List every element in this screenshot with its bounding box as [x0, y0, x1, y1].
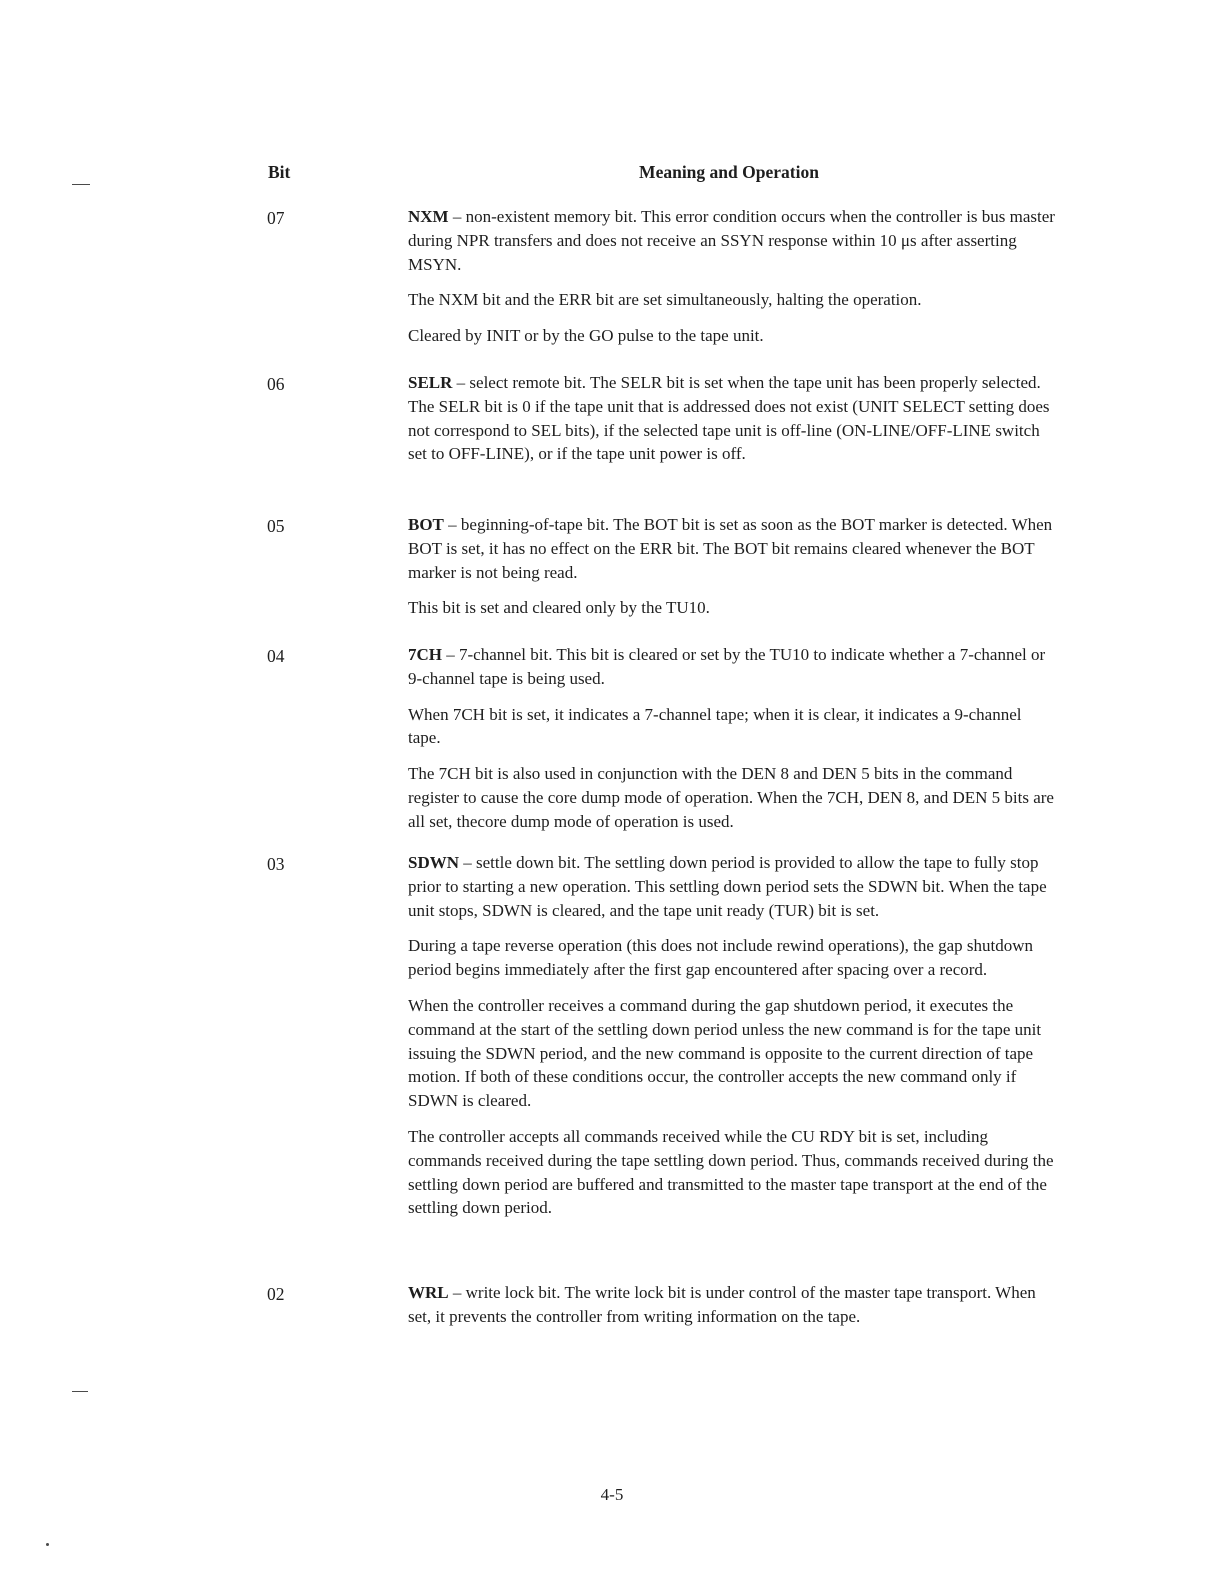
bit-description	[408, 851, 1056, 1220]
bit-description	[408, 1281, 1056, 1329]
paragraph-text: – select remote bit. The SELR bit is set when the tape unit has been properly selected. The SELR bit is 0 if the tape unit that is addressed does not exist (UNIT SELECT setting does not correspond to SEL bits), if the selected tape unit is off-line (ON-LINE/OFF-LINE switch set to OFF-LINE), or if the tape unit power is off.	[408, 373, 1050, 464]
bit-number: 06	[267, 374, 285, 394]
bit-description	[408, 643, 1056, 834]
bit-number: 07	[267, 208, 285, 228]
paragraph-text: – 7-channel bit. This bit is cleared or set by the TU10 to indicate whether a 7-channel or 9-channel tape is being used.	[408, 645, 1046, 688]
description-paragraph	[408, 851, 1056, 922]
bit-description	[408, 513, 1056, 620]
column-header-bit: Bit	[268, 162, 291, 182]
bit-mnemonic: SELR	[408, 373, 453, 392]
bit-mnemonic: WRL	[408, 1283, 449, 1302]
description-paragraph: Cleared by INIT or by the GO pulse to the tape unit.	[408, 326, 764, 346]
description-paragraph: The controller accepts all commands received while the CU RDY bit is set, including commands received during the tape settling down period. Thus, commands received during the settling down period are buffered and transmitted to the master tape transport at the end of the settling down period.	[408, 1126, 1054, 1218]
scan-mark	[72, 1391, 88, 1392]
bit-number: 02	[267, 1284, 285, 1304]
scan-mark	[72, 184, 90, 185]
page-number: 4-5	[600, 1485, 624, 1504]
paragraph-text: – beginning-of-tape bit. The BOT bit is set as soon as the BOT marker is detected. When BOT is set, it has no effect on the ERR bit. The BOT bit remains cleared whenever the BOT marker is not being read.	[408, 515, 1053, 582]
description-paragraph: This bit is set and cleared only by the TU10.	[408, 598, 710, 618]
description-paragraph: The NXM bit and the ERR bit are set simultaneously, halting the operation.	[408, 290, 922, 310]
description-paragraph	[408, 205, 1056, 276]
description-paragraph	[408, 371, 1056, 466]
bit-number: 03	[267, 854, 285, 874]
paragraph-text: – non-existent memory bit. This error condition occurs when the controller is bus master during NPR transfers and does not receive an SSYN response within 10 μs after asserting MSYN.	[408, 207, 1055, 274]
bit-number: 04	[267, 646, 285, 666]
bit-mnemonic: 7CH	[408, 645, 442, 664]
description-paragraph	[408, 513, 1056, 584]
bit-mnemonic: NXM	[408, 207, 449, 226]
bit-description	[408, 205, 1056, 348]
bit-number: 05	[267, 516, 285, 536]
description-paragraph	[408, 643, 1056, 691]
description-paragraph	[408, 1281, 1056, 1329]
paragraph-text: – write lock bit. The write lock bit is under control of the master tape transport. When set, it prevents the controller from writing information on the tape.	[408, 1283, 1036, 1326]
bit-mnemonic: SDWN	[408, 853, 460, 872]
description-paragraph: When the controller receives a command during the gap shutdown period, it executes the command at the start of the settling down period unless the new command is for the tape unit issuing the SDWN period, and the new command is opposite to the current direction of tape motion. If both of these conditions occur, the controller accepts the new command only if SDWN is cleared.	[408, 995, 1042, 1111]
scan-mark	[46, 1543, 49, 1546]
description-paragraph: When 7CH bit is set, it indicates a 7-channel tape; when it is clear, it indicates a 9-channel tape.	[408, 704, 1022, 748]
description-paragraph: The 7CH bit is also used in conjunction with the DEN 8 and DEN 5 bits in the command register to cause the core dump mode of operation. When the 7CH, DEN 8, and DEN 5 bits are all set, thecore dump mode of operation is used.	[408, 764, 1054, 831]
bit-description	[408, 371, 1056, 466]
paragraph-text: – settle down bit. The settling down period is provided to allow the tape to fully stop prior to starting a new operation. This settling down period sets the SDWN bit. When the tape unit stops, SDWN is cleared, and the tape unit ready (TUR) bit is set.	[408, 853, 1047, 920]
column-header-meaning: Meaning and Operation	[639, 162, 819, 182]
bit-mnemonic: BOT	[408, 515, 444, 534]
description-paragraph: During a tape reverse operation (this does not include rewind operations), the gap shutdown period begins immediately after the first gap encountered after spacing over a record.	[408, 936, 1034, 980]
